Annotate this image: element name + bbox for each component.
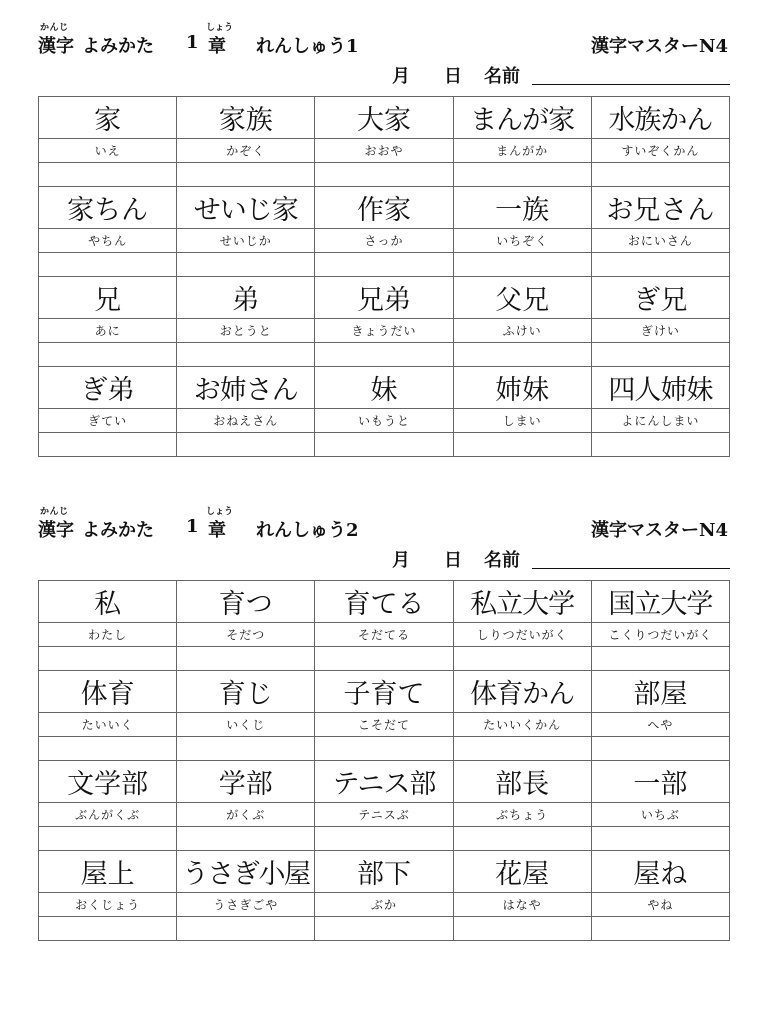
reading-row	[39, 229, 730, 253]
reading-cell: しりつだいがく	[453, 623, 591, 647]
title-chapter-number: 1	[186, 32, 199, 53]
reading-cell: まんがか	[453, 139, 591, 163]
word-cell: 兄	[39, 277, 177, 319]
reading-cell: おとうと	[177, 319, 315, 343]
reading-cell: やね	[591, 893, 729, 917]
reading-cell: たいいくかん	[453, 713, 591, 737]
word-cell: 育じ	[177, 671, 315, 713]
answer-cell[interactable]	[177, 253, 315, 277]
reading-cell: おにいさん	[591, 229, 729, 253]
answer-cell[interactable]	[39, 917, 177, 941]
reading-cell: がくぶ	[177, 803, 315, 827]
word-row	[39, 187, 730, 229]
title-yomikata: よみかた	[82, 520, 154, 541]
title-sho-base: 章	[208, 520, 226, 541]
answer-cell[interactable]	[591, 737, 729, 761]
answer-cell[interactable]	[591, 647, 729, 671]
title-yomikata: よみかた	[82, 36, 154, 57]
name-label: 名前	[484, 550, 520, 571]
answer-row	[39, 433, 730, 457]
answer-cell[interactable]	[177, 737, 315, 761]
title-sho-ruby: しょう	[206, 23, 234, 33]
reading-cell: いちぶ	[591, 803, 729, 827]
reading-row	[39, 319, 730, 343]
reading-cell: ぎてい	[39, 409, 177, 433]
answer-cell[interactable]	[453, 827, 591, 851]
answer-row	[39, 917, 730, 941]
word-cell: 育てる	[315, 581, 453, 623]
word-row	[39, 97, 730, 139]
answer-row	[39, 737, 730, 761]
answer-cell[interactable]	[177, 163, 315, 187]
title-sho-base: 章	[208, 36, 226, 57]
word-cell: 部屋	[591, 671, 729, 713]
day-label: 日	[444, 66, 462, 87]
word-cell: 部長	[453, 761, 591, 803]
word-cell: 一族	[453, 187, 591, 229]
reading-cell: いえ	[39, 139, 177, 163]
answer-cell[interactable]	[315, 917, 453, 941]
answer-row	[39, 647, 730, 671]
word-cell: 兄弟	[315, 277, 453, 319]
title-sho-with-ruby	[206, 20, 234, 57]
answer-cell[interactable]	[591, 827, 729, 851]
word-cell: 私	[39, 581, 177, 623]
level-label: 漢字マスターN4	[591, 520, 728, 541]
title-chapter-number: 1	[186, 516, 199, 537]
answer-row	[39, 827, 730, 851]
word-row	[39, 581, 730, 623]
word-cell: 家	[39, 97, 177, 139]
word-cell: 国立大学	[591, 581, 729, 623]
word-cell: 学部	[177, 761, 315, 803]
answer-cell[interactable]	[453, 433, 591, 457]
title-sho-ruby: しょう	[206, 507, 234, 517]
reading-cell: かぞく	[177, 139, 315, 163]
answer-cell[interactable]	[315, 253, 453, 277]
answer-cell[interactable]	[315, 163, 453, 187]
answer-row	[39, 343, 730, 367]
word-row	[39, 761, 730, 803]
word-cell: お姉さん	[177, 367, 315, 409]
reading-cell: ふけい	[453, 319, 591, 343]
answer-cell[interactable]	[591, 343, 729, 367]
reading-cell: ぶちょう	[453, 803, 591, 827]
reading-cell: ぶか	[315, 893, 453, 917]
date-name-row	[388, 546, 730, 572]
word-cell: 姉妹	[453, 367, 591, 409]
reading-cell: すいぞくかん	[591, 139, 729, 163]
reading-row	[39, 893, 730, 917]
answer-cell[interactable]	[315, 433, 453, 457]
word-cell: せいじ家	[177, 187, 315, 229]
reading-row	[39, 713, 730, 737]
reading-cell: こくりつだいがく	[591, 623, 729, 647]
word-row	[39, 851, 730, 893]
reading-row	[39, 803, 730, 827]
name-label: 名前	[484, 66, 520, 87]
word-cell: 作家	[315, 187, 453, 229]
title-kanji-ruby: かんじ	[40, 507, 69, 517]
title-kanji-with-ruby	[38, 20, 82, 57]
answer-cell[interactable]	[591, 917, 729, 941]
word-cell: 水族かん	[591, 97, 729, 139]
reading-cell: あに	[39, 319, 177, 343]
answer-cell[interactable]	[453, 917, 591, 941]
reading-cell: しまい	[453, 409, 591, 433]
date-name-row	[388, 62, 730, 88]
answer-cell[interactable]	[453, 737, 591, 761]
word-cell: まんが家	[453, 97, 591, 139]
word-row	[39, 277, 730, 319]
name-write-line[interactable]	[532, 568, 730, 569]
word-cell: 大家	[315, 97, 453, 139]
reading-row	[39, 623, 730, 647]
answer-cell[interactable]	[453, 343, 591, 367]
answer-cell[interactable]	[315, 827, 453, 851]
reading-cell: おおや	[315, 139, 453, 163]
reading-cell: いもうと	[315, 409, 453, 433]
answer-cell[interactable]	[39, 163, 177, 187]
reading-cell: はなや	[453, 893, 591, 917]
answer-cell[interactable]	[453, 163, 591, 187]
answer-cell[interactable]	[177, 827, 315, 851]
day-label: 日	[444, 550, 462, 571]
reading-cell: わたし	[39, 623, 177, 647]
word-cell: 家ちん	[39, 187, 177, 229]
word-cell: 屋ね	[591, 851, 729, 893]
worksheet-title	[38, 504, 728, 541]
word-row	[39, 367, 730, 409]
month-label: 月	[392, 66, 410, 87]
answer-cell[interactable]	[315, 647, 453, 671]
title-practice-number: れんしゅう2	[256, 520, 359, 541]
vocab-grid	[38, 580, 730, 941]
answer-cell[interactable]	[453, 647, 591, 671]
word-cell: ぎ弟	[39, 367, 177, 409]
answer-row	[39, 163, 730, 187]
word-cell: 育つ	[177, 581, 315, 623]
word-row	[39, 671, 730, 713]
answer-cell[interactable]	[315, 737, 453, 761]
title-kanji-with-ruby	[38, 504, 82, 541]
answer-cell[interactable]	[177, 433, 315, 457]
word-cell: 屋上	[39, 851, 177, 893]
word-cell: 妹	[315, 367, 453, 409]
answer-cell[interactable]	[315, 343, 453, 367]
reading-cell: へや	[591, 713, 729, 737]
reading-cell: うさぎごや	[177, 893, 315, 917]
reading-cell: テニスぶ	[315, 803, 453, 827]
title-practice-number: れんしゅう1	[256, 36, 359, 57]
reading-cell: いちぞく	[453, 229, 591, 253]
word-cell: テニス部	[315, 761, 453, 803]
answer-cell[interactable]	[591, 433, 729, 457]
answer-cell[interactable]	[453, 253, 591, 277]
answer-cell[interactable]	[39, 647, 177, 671]
reading-cell: せいじか	[177, 229, 315, 253]
word-cell: 私立大学	[453, 581, 591, 623]
reading-cell: いくじ	[177, 713, 315, 737]
answer-row	[39, 253, 730, 277]
word-cell: 家族	[177, 97, 315, 139]
level-label: 漢字マスターN4	[591, 36, 728, 57]
word-cell: 体育	[39, 671, 177, 713]
answer-cell[interactable]	[39, 343, 177, 367]
name-write-line[interactable]	[532, 84, 730, 85]
reading-cell: やちん	[39, 229, 177, 253]
title-sho-with-ruby	[206, 504, 234, 541]
reading-cell: きょうだい	[315, 319, 453, 343]
answer-cell[interactable]	[177, 343, 315, 367]
word-cell: 体育かん	[453, 671, 591, 713]
word-cell: 子育て	[315, 671, 453, 713]
vocab-grid	[38, 96, 730, 457]
word-cell: 弟	[177, 277, 315, 319]
reading-cell: たいいく	[39, 713, 177, 737]
answer-cell[interactable]	[39, 433, 177, 457]
answer-cell[interactable]	[591, 253, 729, 277]
reading-cell: おねえさん	[177, 409, 315, 433]
word-cell: うさぎ小屋	[177, 851, 315, 893]
answer-cell[interactable]	[591, 163, 729, 187]
word-cell: 花屋	[453, 851, 591, 893]
answer-cell[interactable]	[39, 253, 177, 277]
word-cell: 父兄	[453, 277, 591, 319]
reading-cell: ぶんがくぶ	[39, 803, 177, 827]
reading-row	[39, 409, 730, 433]
month-label: 月	[392, 550, 410, 571]
word-cell: 四人姉妹	[591, 367, 729, 409]
answer-cell[interactable]	[177, 647, 315, 671]
answer-cell[interactable]	[39, 737, 177, 761]
answer-cell[interactable]	[177, 917, 315, 941]
worksheet-title	[38, 20, 728, 57]
reading-cell: さっか	[315, 229, 453, 253]
reading-cell: おくじょう	[39, 893, 177, 917]
title-kanji-ruby: かんじ	[40, 23, 69, 33]
reading-cell: そだつ	[177, 623, 315, 647]
reading-row	[39, 139, 730, 163]
title-kanji-base: 漢字	[38, 520, 74, 541]
title-kanji-base: 漢字	[38, 36, 74, 57]
reading-cell: ぎけい	[591, 319, 729, 343]
word-cell: ぎ兄	[591, 277, 729, 319]
word-cell: 文学部	[39, 761, 177, 803]
reading-cell: こそだて	[315, 713, 453, 737]
reading-cell: そだてる	[315, 623, 453, 647]
word-cell: お兄さん	[591, 187, 729, 229]
word-cell: 一部	[591, 761, 729, 803]
word-cell: 部下	[315, 851, 453, 893]
reading-cell: よにんしまい	[591, 409, 729, 433]
answer-cell[interactable]	[39, 827, 177, 851]
